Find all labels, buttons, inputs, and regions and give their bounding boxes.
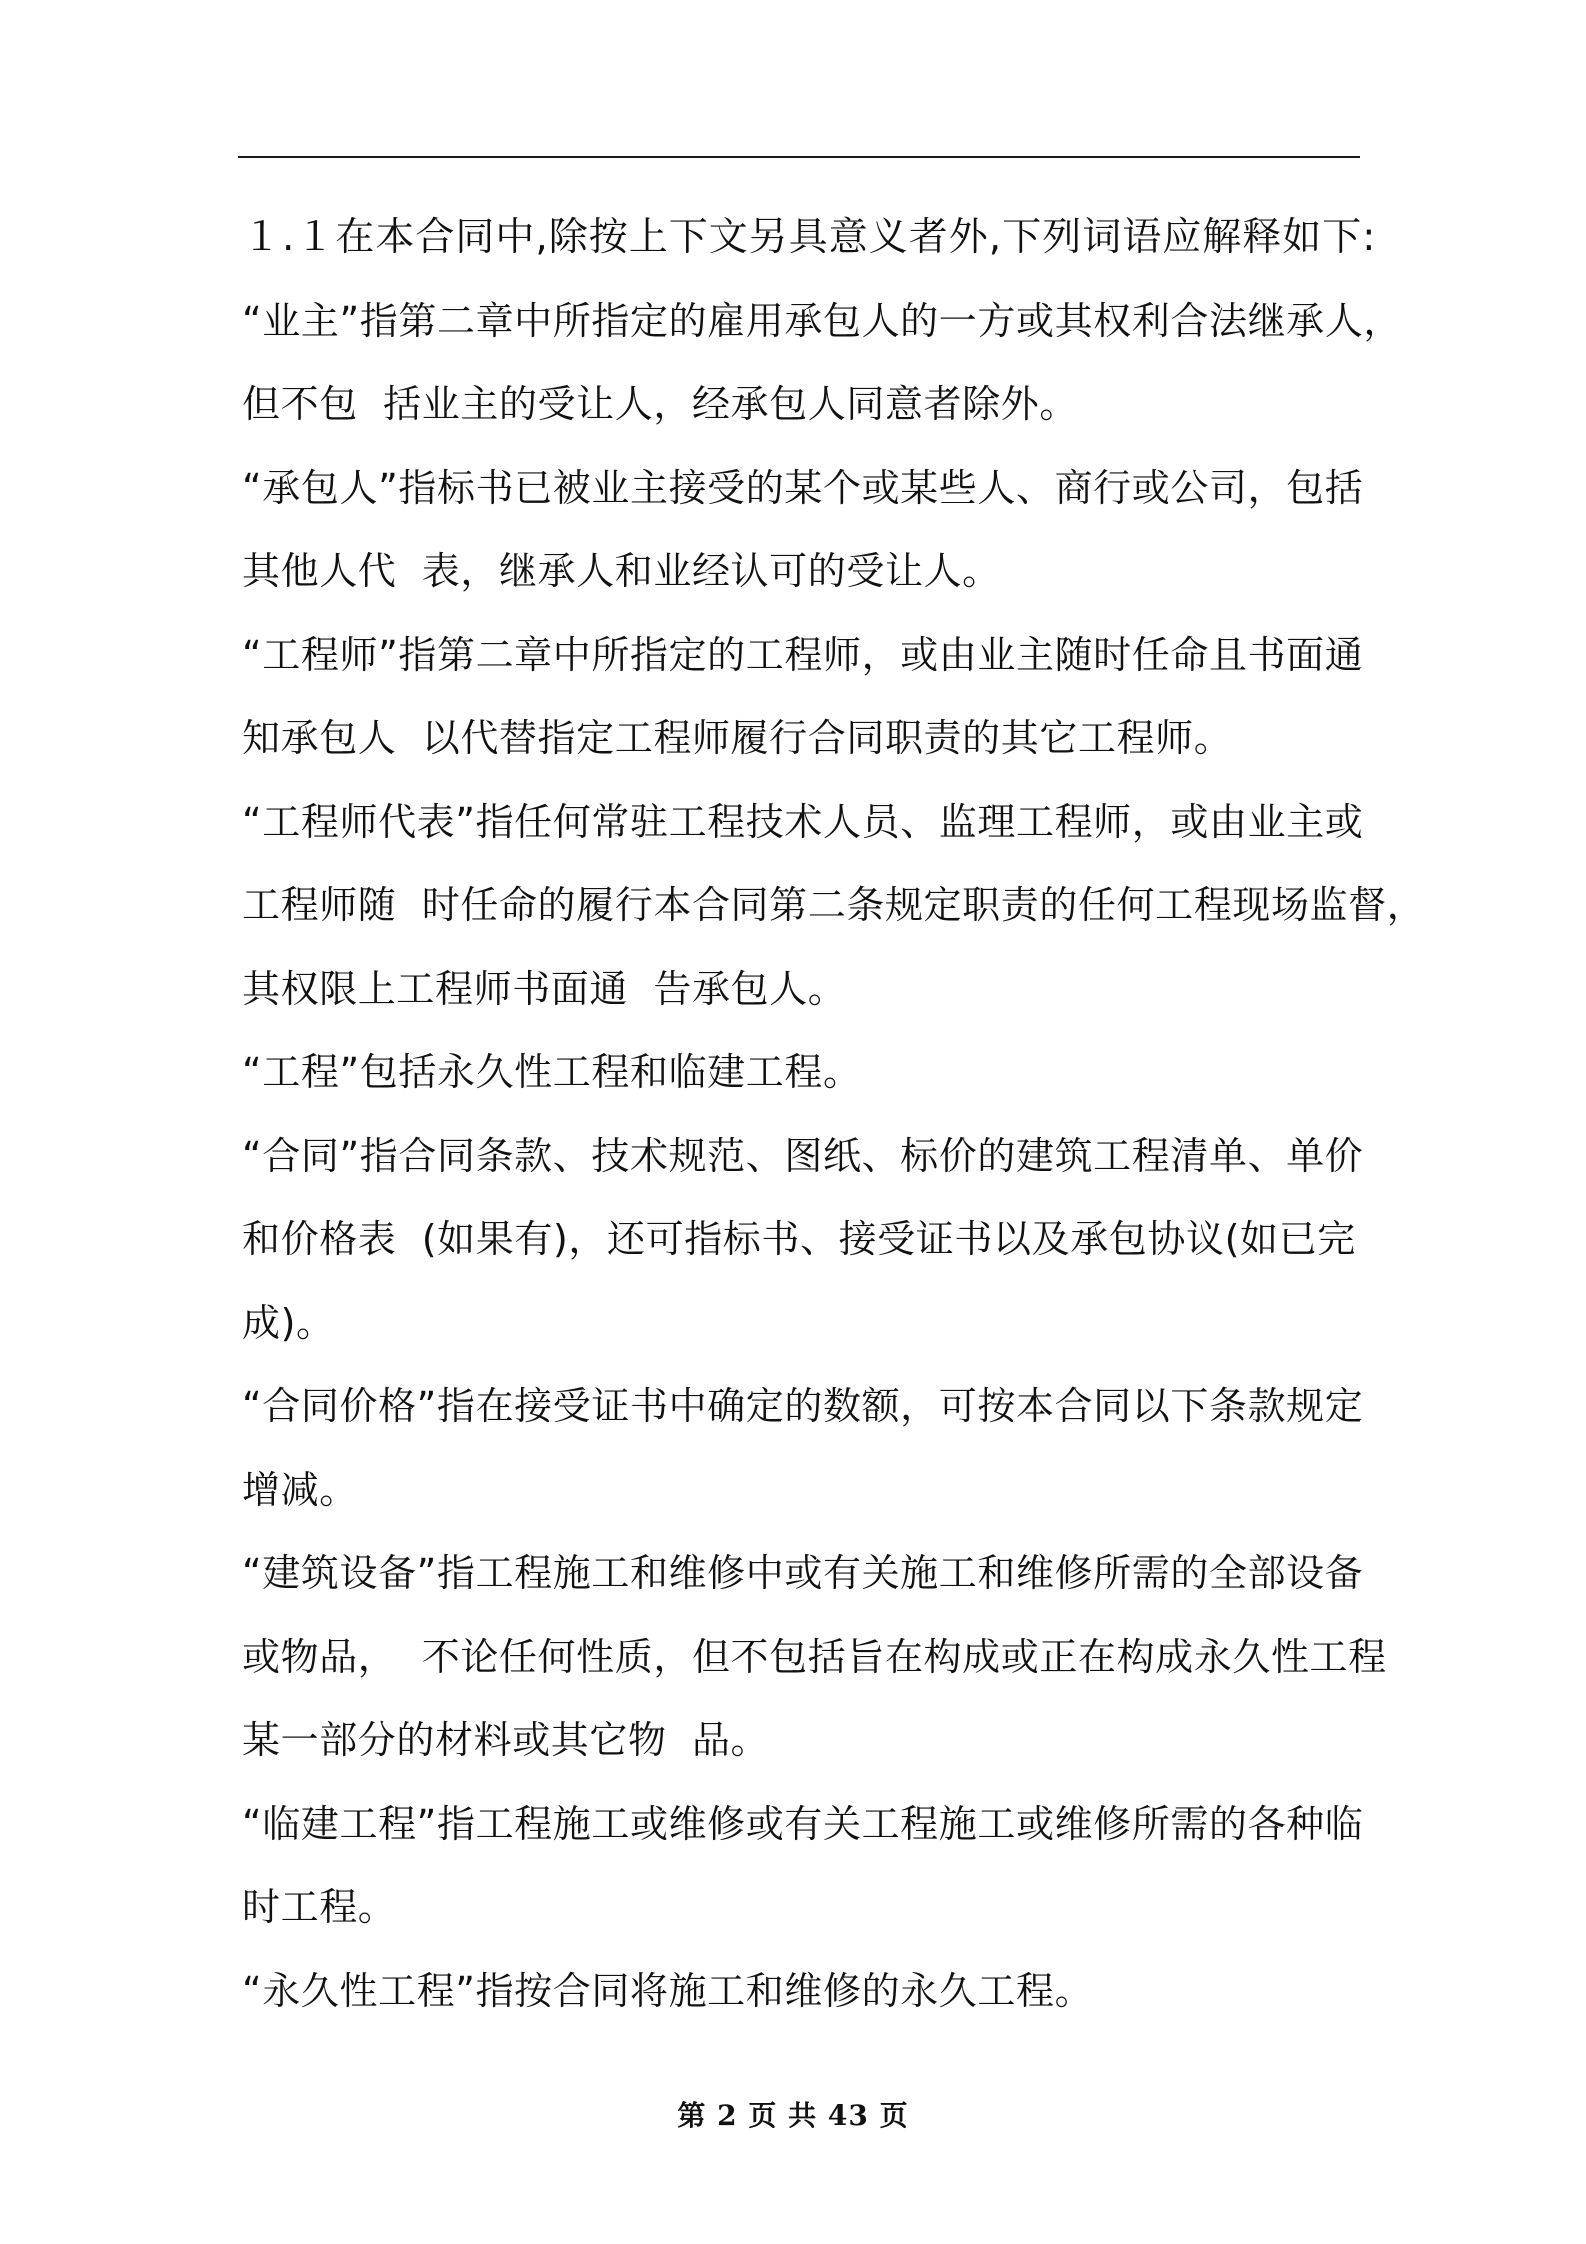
header-rule — [238, 156, 1360, 158]
definition-line: 但不包 括业主的受让人，经承包人同意者除外。 — [242, 382, 1078, 426]
definition-line: “合同价格”指在接受证书中确定的数额，可按本合同以下条款规定 — [242, 1384, 1364, 1428]
clause-heading: １.１在本合同中,除按上下文另具意义者外,下列词语应解释如下: — [242, 215, 1377, 260]
definition-line: “合同”指合同条款、技术规范、图纸、标价的建筑工程清单、单价 — [242, 1133, 1364, 1178]
definition-line: “工程师”指第二章中所指定的工程师，或由业主随时任命且书面通 — [242, 632, 1364, 677]
definition-line: 工程师随 时任命的履行本合同第二条规定职责的任何工程现场监督， — [242, 883, 1426, 927]
definition-line: 其权限上工程师书面通 告承包人。 — [242, 966, 847, 1011]
page-number: 第 2 页 共 43 页 — [677, 2099, 909, 2132]
definition-line: “建筑设备”指工程施工和维修中或有关施工和维修所需的全部设备 — [242, 1551, 1364, 1595]
definition-line: “永久性工程”指按合同将施工和维修的永久工程。 — [242, 1968, 1094, 2013]
definition-line: 某一部分的材料或其它物 品。 — [242, 1718, 770, 1762]
definition-line: 或物品， 不论任何性质，但不包括旨在构成或正在构成永久性工程 — [242, 1634, 1387, 1679]
definition-line: “工程师代表”指任何常驻工程技术人员、监理工程师，或由业主或 — [242, 799, 1364, 844]
definition-line: 成)。 — [242, 1300, 335, 1345]
definition-line: 其他人代 表，继承人和业经认可的受让人。 — [242, 549, 1001, 593]
definition-line: 知承包人 以代替指定工程师履行合同职责的其它工程师。 — [242, 716, 1233, 760]
document-body — [242, 196, 1426, 2033]
definition-line: “工程”包括永久性工程和临建工程。 — [242, 1050, 862, 1094]
definition-line: 时工程。 — [242, 1885, 397, 1929]
definition-line: “承包人”指标书已被业主接受的某个或某些人、商行或公司，包括 — [242, 465, 1364, 510]
definition-line: “临建工程”指工程施工或维修或有关工程施工或维修所需的各种临 — [242, 1801, 1364, 1846]
definition-line: 增减。 — [242, 1467, 358, 1512]
definition-line: 和价格表 (如果有)，还可指标书、接受证书以及承包协议(如已完 — [242, 1217, 1356, 1261]
definition-line: “业主”指第二章中所指定的雇用承包人的一方或其权利合法继承人， — [242, 298, 1402, 343]
